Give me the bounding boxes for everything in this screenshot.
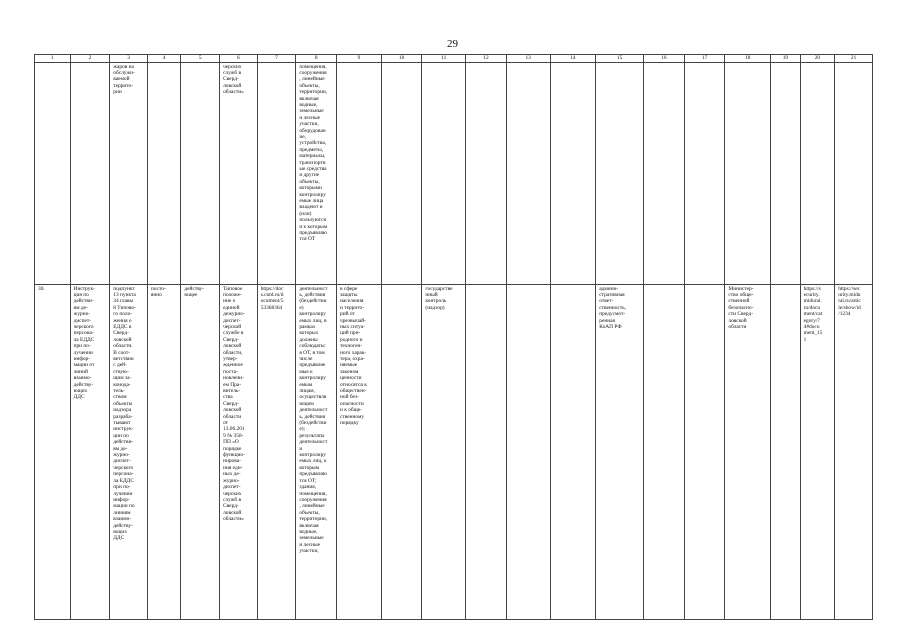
legal-basis-cell: подпункт 13 пункта 34 главы 8 Типово- го поло- жения о ЕДДС в Сверд- ловской области. В соот- ветствии с дей- ствую- щим за- конода- тель- ством объекты надзора разраба- тывают инструк- ции по действи- ям де- журно- диспет- черского персона- ла ЕДДС при по- лучении инфор- мации по линиям взаимо- действу- ющих ДДС — [110, 284, 148, 619]
column-number-row — [35, 55, 873, 63]
authority-link-cell[interactable]: https://s ecurity. midural. ru/docu ment/cat egory/7 4#docu ment_15 1 — [800, 284, 835, 619]
column-number: 14 — [550, 55, 596, 63]
column-number: 16 — [644, 55, 685, 63]
table-cell — [147, 62, 181, 284]
table-cell — [550, 284, 596, 619]
table-cell — [466, 284, 507, 619]
table-cell — [644, 62, 685, 284]
table-cell — [181, 62, 220, 284]
column-number: 7 — [257, 55, 296, 63]
table-cell — [550, 62, 596, 284]
table-cell — [506, 284, 550, 619]
table-cell — [771, 62, 800, 284]
column-number: 21 — [835, 55, 873, 63]
document-link-cell[interactable]: https://doc s.cntd.ru/d ocument/5 53368364 — [257, 284, 296, 619]
term-cell: посто- янно — [147, 284, 181, 619]
table-cell — [466, 62, 507, 284]
column-number: 3 — [110, 55, 148, 63]
table-cell — [422, 62, 466, 284]
page-number: 29 — [447, 38, 458, 50]
column-number: 12 — [466, 55, 507, 63]
sphere-cell: в сфере защиты населения и террито- рий от чрезвычай- ных ситуа- ций при- родного и техноген- ного харак- тера, охра- няемые законом ценности относятся к обществен- ной без- опасности и к обще- ственному порядку — [337, 284, 382, 619]
article-link-cell[interactable]: https://sec urity.midu ral.ru/artic le/show/id /1234 — [835, 284, 873, 619]
column-number: 17 — [684, 55, 725, 63]
register-table — [34, 54, 873, 620]
row-number-cell: 30. — [35, 284, 71, 619]
table-cell — [381, 284, 422, 619]
table-cell — [337, 62, 382, 284]
table-cell — [35, 62, 71, 284]
column-number: 9 — [337, 55, 382, 63]
liability-cell: админи- стративная ответ- ственность, предусмот- ренная КоАП РФ — [596, 284, 644, 619]
table-cell — [771, 284, 800, 619]
table-cell: помещения, сооружения , линейные объекты, территории, включая водные, земельные и лесные участки, оборудован ие, устройства, предметы, материалы, транспортн ые средства и другие объекты, которыми контролиру емые лица владеют и (или) пользуются и к которым предъявляю тся ОТ — [296, 62, 337, 284]
column-number: 20 — [800, 55, 835, 63]
authority-cell: Министер- ство обще- ственной безопасно- сти Сверд- ловской области — [725, 284, 771, 619]
table-cell — [684, 62, 725, 284]
regulation-cell: Типовое положе- ние о единой дежурно- диспет- черской службе в Сверд- ловской области, утвер- жденное поста- новлени- ем Пра- витель- ства Сверд- ловской области от 13.06.201 9 № 358- ПП «О порядке функцио- нирова- ния еди- ных де- журно- диспет- черских служб в Сверд- ловской области» — [220, 284, 258, 619]
table-cell: черских служб в Сверд- ловской области» — [220, 62, 258, 284]
table-cell — [800, 62, 835, 284]
column-number: 15 — [596, 55, 644, 63]
column-number: 2 — [70, 55, 110, 63]
column-number: 18 — [725, 55, 771, 63]
column-number: 19 — [771, 55, 800, 63]
control-type-cell: государстве нный контроль (надзор) — [422, 284, 466, 619]
table-cell: жаров на обслужи- ваемой террито- рии — [110, 62, 148, 284]
table-cell — [381, 62, 422, 284]
column-number: 1 — [35, 55, 71, 63]
instruction-name-cell: Инструк- ция по действи- ям де- журно- диспет- черского персона- ла ЕДДС при по- лучении инфор- мации от линий взаимо- действу- ющих ДДС — [70, 284, 110, 619]
column-number: 6 — [220, 55, 258, 63]
table-row-30 — [35, 284, 873, 619]
table-row-continuation — [35, 62, 873, 284]
table-cell — [506, 62, 550, 284]
table-cell — [70, 62, 110, 284]
column-number: 8 — [296, 55, 337, 63]
column-number: 11 — [422, 55, 466, 63]
table-cell — [257, 62, 296, 284]
column-number: 13 — [506, 55, 550, 63]
objects-cell: деятельност ь, действия (бездействи е) контролиру емых лиц, в рамках которых должны соблюдатьс я ОТ, в том числе предъявляе мые к контролиру емым лицам, осуществля ющим деятельност ь, действия (бездействи е); результаты деятельност и контролиру емых лиц, к которым предъявляю тся ОТ; здания, помещения, сооружения , линейные объекты, территории, включая водные, земельные и лесные участки, — [296, 284, 337, 619]
table-cell — [644, 284, 685, 619]
table-cell — [684, 284, 725, 619]
column-number: 10 — [381, 55, 422, 63]
table-cell — [725, 62, 771, 284]
column-number: 5 — [181, 55, 220, 63]
table-cell — [835, 62, 873, 284]
status-cell: действу- ющее — [181, 284, 220, 619]
column-number: 4 — [147, 55, 181, 63]
table-cell — [596, 62, 644, 284]
